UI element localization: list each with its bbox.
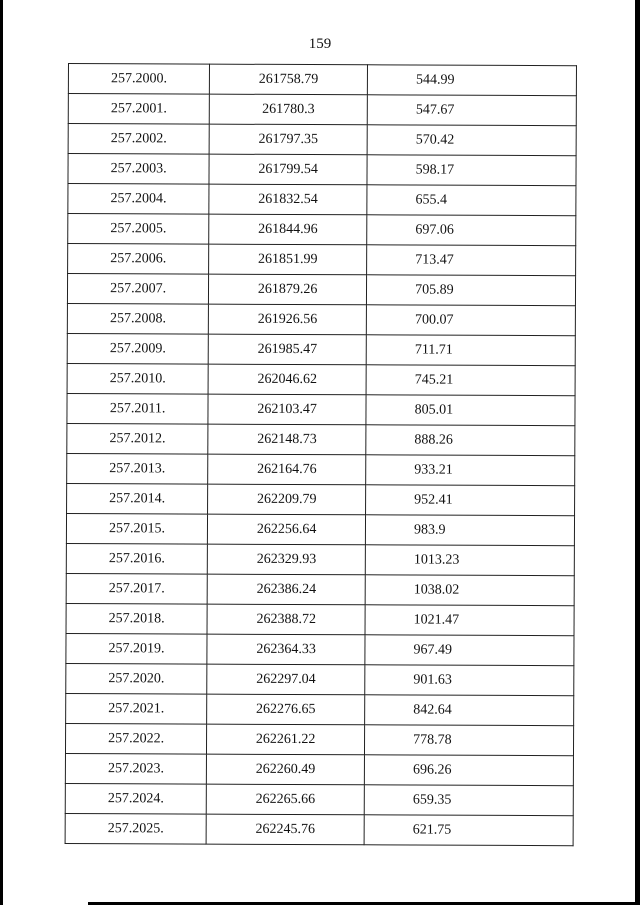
- table-cell-id: 257.2009.: [67, 333, 208, 364]
- table-cell-id: 257.2013.: [67, 453, 208, 484]
- table-cell-value-b: 888.26: [366, 425, 575, 456]
- table-cell-id: 257.2015.: [66, 513, 207, 544]
- table-cell-id: 257.2017.: [66, 573, 207, 604]
- table-cell-value-a: 262364.33: [207, 634, 365, 665]
- table-row: [65, 813, 573, 845]
- table-cell-value-a: 261797.35: [209, 124, 367, 155]
- table-cell-value-a: 261758.79: [210, 64, 368, 95]
- table-cell-value-a: 261832.54: [209, 184, 367, 215]
- table-row: [67, 363, 575, 395]
- table-cell-value-b: 696.26: [364, 755, 573, 786]
- table-cell-value-a: 262164.76: [208, 454, 366, 485]
- table-cell-value-b: 697.06: [367, 215, 576, 246]
- table-row: [67, 274, 575, 306]
- table-cell-value-b: 544.99: [367, 65, 576, 96]
- table-cell-value-a: 262148.73: [208, 424, 366, 455]
- table-cell-value-a: 261780.3: [209, 94, 367, 125]
- table-cell-id: 257.2000.: [68, 64, 209, 95]
- table-cell-value-b: 713.47: [367, 245, 576, 276]
- page-number: 159: [308, 36, 332, 52]
- table-cell-id: 257.2020.: [66, 663, 207, 694]
- table-row: [67, 423, 575, 455]
- table-cell-value-a: 262276.65: [207, 694, 365, 725]
- table-row: [68, 124, 576, 156]
- table-cell-value-a: 261851.99: [209, 244, 367, 275]
- table-cell-id: 257.2019.: [66, 633, 207, 664]
- table-cell-value-b: 901.63: [365, 665, 574, 696]
- table-cell-value-a: 262256.64: [208, 514, 366, 545]
- table-cell-value-b: 778.78: [365, 725, 574, 756]
- table-cell-id: 257.2012.: [67, 423, 208, 454]
- table-row: [65, 723, 573, 755]
- table-cell-value-b: 711.71: [366, 335, 575, 366]
- table-row: [68, 64, 576, 96]
- table-cell-id: 257.2023.: [65, 753, 206, 784]
- table-cell-value-a: 261799.54: [209, 154, 367, 185]
- table-row: [66, 513, 574, 545]
- table-cell-value-b: 598.17: [367, 155, 576, 186]
- table-cell-id: 257.2002.: [68, 124, 209, 155]
- table-row: [68, 244, 576, 276]
- table-cell-value-b: 1013.23: [365, 545, 574, 576]
- table-row: [68, 154, 576, 186]
- table-cell-id: 257.2006.: [68, 244, 209, 275]
- table-cell-value-a: 261985.47: [208, 334, 366, 365]
- scan-edge-left: [0, 0, 3, 905]
- table-row: [67, 483, 575, 515]
- table-row: [67, 303, 575, 335]
- table-row: [66, 633, 574, 665]
- table-cell-value-a: 262260.49: [207, 754, 365, 785]
- table-cell-value-a: 262265.66: [206, 784, 364, 815]
- table-cell-value-a: 262103.47: [208, 394, 366, 425]
- table-cell-value-b: 745.21: [366, 365, 575, 396]
- table-cell-value-a: 262297.04: [207, 664, 365, 695]
- table-cell-value-b: 842.64: [365, 695, 574, 726]
- table-cell-value-b: 659.35: [364, 785, 573, 816]
- table-cell-id: 257.2016.: [66, 543, 207, 574]
- table-cell-value-a: 262261.22: [207, 724, 365, 755]
- table-cell-id: 257.2005.: [68, 214, 209, 245]
- table-cell-value-b: 1021.47: [365, 605, 574, 636]
- data-table: [65, 63, 577, 846]
- table-row: [67, 453, 575, 485]
- table-cell-value-b: 621.75: [364, 815, 573, 846]
- table-cell-value-b: 655.4: [367, 185, 576, 216]
- table-cell-id: 257.2014.: [67, 483, 208, 514]
- table-cell-id: 257.2025.: [65, 813, 206, 844]
- table-row: [65, 783, 573, 815]
- table-cell-value-a: 261926.56: [209, 304, 367, 335]
- table-cell-id: 257.2021.: [66, 693, 207, 724]
- table-cell-id: 257.2008.: [67, 303, 208, 334]
- table-row: [66, 693, 574, 725]
- table-cell-value-b: 547.67: [367, 95, 576, 126]
- table-cell-value-a: 261844.96: [209, 214, 367, 245]
- table-row: [66, 663, 574, 695]
- table-cell-id: 257.2011.: [67, 393, 208, 424]
- table-row: [66, 543, 574, 575]
- table-cell-value-a: 261879.26: [209, 274, 367, 305]
- table-cell-value-a: 262388.72: [207, 604, 365, 635]
- table-cell-value-b: 1038.02: [365, 575, 574, 606]
- table-cell-value-a: 262245.76: [206, 814, 364, 845]
- table-cell-value-b: 705.89: [367, 275, 576, 306]
- table-row: [65, 753, 573, 785]
- table-cell-id: 257.2022.: [65, 723, 206, 754]
- table-cell-value-a: 262209.79: [208, 484, 366, 515]
- table-cell-value-b: 805.01: [366, 395, 575, 426]
- table-cell-value-b: 967.49: [365, 635, 574, 666]
- table-row: [66, 603, 574, 635]
- table-cell-id: 257.2007.: [67, 274, 208, 305]
- table-cell-id: 257.2003.: [68, 154, 209, 185]
- table-row: [67, 333, 575, 365]
- table-cell-value-b: 933.21: [366, 455, 575, 486]
- table-cell-value-b: 570.42: [367, 125, 576, 156]
- scan-edge-right: [635, 0, 640, 905]
- table-cell-value-b: 983.9: [365, 515, 574, 546]
- table-row: [68, 214, 576, 246]
- table-cell-id: 257.2018.: [66, 603, 207, 634]
- table-cell-value-a: 262046.62: [208, 364, 366, 395]
- table-cell-id: 257.2010.: [67, 363, 208, 394]
- table-cell-id: 257.2001.: [68, 94, 209, 125]
- table-cell-value-a: 262329.93: [207, 544, 365, 575]
- table-row: [68, 94, 576, 126]
- table-cell-value-b: 700.07: [366, 305, 575, 336]
- table-row: [66, 573, 574, 605]
- table-body: [65, 64, 576, 846]
- table-cell-id: 257.2024.: [65, 783, 206, 814]
- table-cell-value-b: 952.41: [366, 485, 575, 516]
- table-cell-id: 257.2004.: [68, 184, 209, 215]
- table-row: [68, 184, 576, 216]
- table-cell-value-a: 262386.24: [207, 574, 365, 605]
- table-row: [67, 393, 575, 425]
